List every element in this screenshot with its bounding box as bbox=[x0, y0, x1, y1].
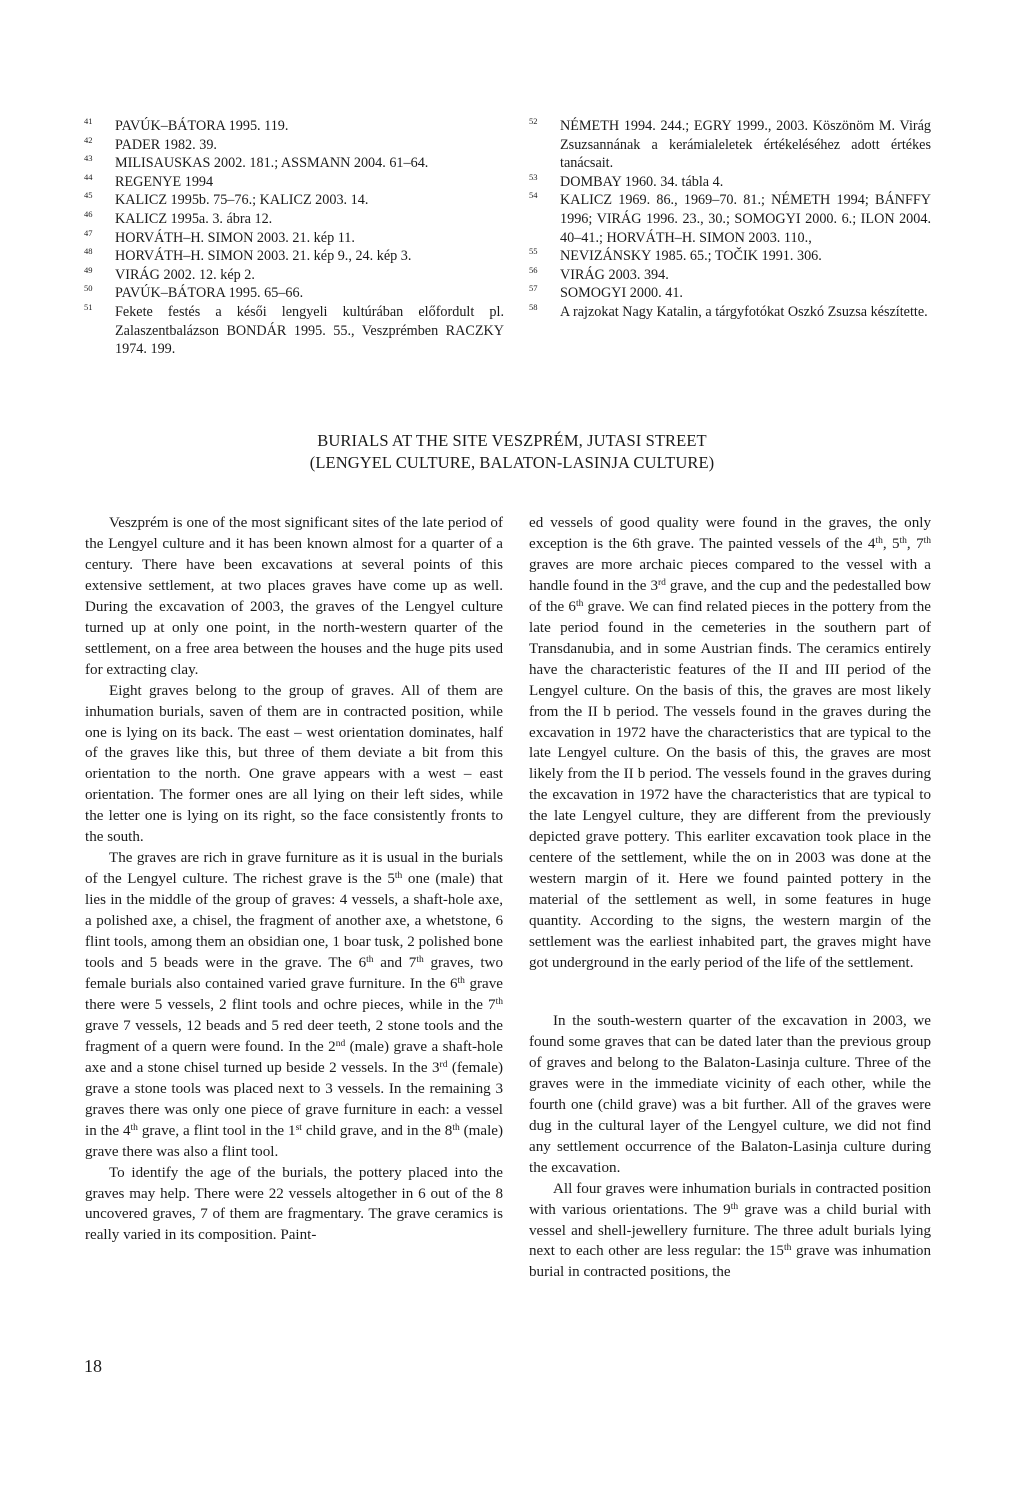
footnote-text: VIRÁG 2003. 394. bbox=[560, 266, 669, 283]
footnote bbox=[84, 117, 504, 136]
footnote-text: KALICZ 1995a. 3. ábra 12. bbox=[115, 210, 273, 227]
text-run: grave, a flint tool in the 1 bbox=[137, 1122, 296, 1139]
superscript: th bbox=[366, 955, 374, 966]
text-run: , 5 bbox=[882, 535, 900, 552]
footnote bbox=[529, 191, 931, 247]
title-line-1: BURIALS AT THE SITE VESZPRÉM, JUTASI STREET bbox=[317, 431, 707, 450]
paragraph bbox=[529, 513, 931, 974]
footnote-number: 49 bbox=[84, 264, 93, 275]
superscript: th bbox=[575, 598, 584, 609]
footnote bbox=[529, 266, 931, 285]
title-line-2: (LENGYEL CULTURE, BALATON-LASINJA CULTURE) bbox=[309, 453, 715, 472]
footnote-text: A rajzokat Nagy Katalin, a tárgyfotókat Oszkó Zsuzsa készítette. bbox=[560, 303, 928, 320]
footnote-number: 58 bbox=[529, 301, 538, 312]
footnote bbox=[84, 229, 504, 248]
text-run: (male) grave there was also a flint tool. bbox=[85, 1122, 503, 1160]
footnote bbox=[84, 210, 504, 229]
text-run: and 7 bbox=[373, 955, 417, 972]
text-run: (female) grave a stone tools was placed next to 3 vessels. In the remaining 3 graves there was only one piece of grave furniture in each: a vessel in the 4 bbox=[85, 1059, 503, 1139]
superscript: th bbox=[457, 975, 465, 986]
footnote-number: 55 bbox=[529, 246, 538, 257]
text-run: graves, two female burials also contained varied grave furniture. In the 6 bbox=[85, 955, 503, 992]
footnote-number: 54 bbox=[529, 190, 538, 201]
superscript: th bbox=[875, 535, 883, 546]
text-run: grave there were 5 vessels, 2 flint tools and ochre pieces, while in the 7 bbox=[85, 975, 503, 1013]
body-column-right bbox=[529, 513, 931, 1283]
footnote bbox=[529, 173, 931, 192]
footnote-number: 44 bbox=[84, 171, 93, 182]
footnote-number: 41 bbox=[84, 116, 93, 126]
superscript: th bbox=[899, 535, 907, 546]
superscript: th bbox=[130, 1122, 138, 1133]
text-run: graves are more archaic pieces compared to the vessel with a handle found in the 3 bbox=[529, 556, 931, 594]
superscript: rd bbox=[658, 577, 666, 588]
text-run: child grave, and in the 8 bbox=[301, 1122, 453, 1139]
superscript: th bbox=[495, 996, 503, 1007]
footnote bbox=[529, 247, 931, 266]
paragraph: In the south-western quarter of the excavation in 2003, we found some graves that can be dated later than the previous group of graves and belong to the Balaton-Lasinja culture. Three of the graves were in the immediate vicinity of each other, while the fourth one (child grave) was a bit further. All of the graves were dug in the cultural layer of the Lengyel culture, we did not find any settlement occurrence of the Balaton-Lasinja culture during the excavation. bbox=[529, 1012, 931, 1176]
footnote-number: 47 bbox=[84, 227, 93, 238]
footnote-text: NEVIZÁNSKY 1985. 65.; TOČIK 1991. 306. bbox=[560, 248, 822, 265]
text-run: The graves are rich in grave furniture as it is usual in the burials of the Lengyel culture. The richest grave is the 5 bbox=[85, 850, 503, 888]
footnote-number: 46 bbox=[84, 208, 93, 219]
superscript: th bbox=[394, 871, 403, 882]
text-run: ed vessels of good quality were found in the graves, the only exception is the 6th grave. The painted vessels of the 4 bbox=[529, 515, 931, 552]
footnote-number: 57 bbox=[529, 283, 538, 294]
text-run: one (male) that lies in the middle of the group of graves: 4 vessels, a shaft-hole axe, a polished axe, a chisel, the fragment of another axe, a whetstone, 6 flint tools, among them an obsidian one, 1 boar tusk, 2 polished bone tools and 5 beads were in the grave. The 6 bbox=[85, 871, 503, 972]
footnote-number: 48 bbox=[84, 246, 93, 257]
paragraph-gap bbox=[529, 974, 931, 1011]
paragraph: Veszprém is one of the most significant sites of the late period of the Lengyel culture and it has been known almost for a quarter of a century. There have been excavations at several points of this extensive settlement, at two places graves have come up as well. During the excavation of 2003, the graves of the Lengyel culture turned up at only one point, in the north-western quarter of the settlement, on a free area between the houses and the huge pits used for extracting clay. bbox=[85, 515, 503, 678]
text-run: grave. We can find related pieces in the pottery from the late period found in the cemeteries in the southern part of Transdanubia, and in some Austrian finds. The ceramics entirely have the characteristic features of the II and III period of the Lengyel culture. On the basis of this, the graves are most likely from the II b period. The vessels found in the graves during the excavation in 1972 have the characteristics that are typical to the late Lengyel culture. On the basis of this, the graves are most likely from the II b period. The vessels found in the graves during the excavation in 1972 have the characteristics that are typical to the late Lengyel culture, they are different from the previously depicted grave pottery. This earliter excavation took place in the centere of the settlement, while the on in 2003 was done at the western margin of it. Here we found painted pottery in the material of the settlement as well, in some features in huge quantity. According to the signs, the western margin of the settlement was the earliest inhabited part, the graves might have got underground in the early period of the life of the settlement. bbox=[529, 598, 931, 972]
text-run: grave was a child burial with vessel and shell-jewellery furniture. The three adult burials lying next to each other are less regular: the 15 bbox=[529, 1201, 931, 1260]
superscript: th bbox=[452, 1122, 460, 1133]
footnote-text: KALICZ 1969. 86., 1969–70. 81.; NÉMETH 1994; BÁNFFY 1996; VIRÁG 1996. 23., 30.; SOMOGYI 2000. 6.; ILON 2004. 40–41.; HORVÁTH–H. SIMON 2003. 110., bbox=[560, 192, 931, 246]
page-number: 18 bbox=[84, 1356, 102, 1376]
superscript: th bbox=[783, 1243, 792, 1254]
footnote bbox=[84, 266, 504, 285]
footnote-number: 52 bbox=[529, 116, 538, 126]
footnotes-right bbox=[529, 117, 931, 322]
footnote-text: PAVÚK–BÁTORA 1995. 119. bbox=[115, 118, 289, 134]
text-run: , 7 bbox=[906, 535, 924, 552]
footnote-number: 43 bbox=[84, 153, 93, 164]
footnote bbox=[84, 303, 504, 359]
footnote-text: HORVÁTH–H. SIMON 2003. 21. kép 11. bbox=[115, 229, 355, 246]
footnote-number: 53 bbox=[529, 171, 538, 182]
superscript: nd bbox=[335, 1038, 346, 1049]
superscript: rd bbox=[439, 1059, 448, 1070]
footnote bbox=[529, 284, 931, 303]
text-run: grave, and the cup and the pedestalled bow of the 6 bbox=[529, 577, 931, 615]
footnote bbox=[84, 247, 504, 266]
footnote-text: PAVÚK–BÁTORA 1995. 65–66. bbox=[115, 285, 304, 302]
footnote-text: HORVÁTH–H. SIMON 2003. 21. kép 9., 24. kép 3. bbox=[115, 248, 412, 265]
superscript: th bbox=[416, 955, 424, 966]
footnote-text: NÉMETH 1994. 244.; EGRY 1999., 2003. Köszönöm M. Virág Zsuzsannának a kerámialeletek értékeléséhez adott értékes tanácsait. bbox=[560, 118, 931, 172]
footnote-text: KALICZ 1995b. 75–76.; KALICZ 2003. 14. bbox=[115, 192, 369, 209]
paragraph: Eight graves belong to the group of graves. All of them are inhumation burials, saven of them are in contracted position, while one is lying on its back. The east – west orientation dominates, half of the graves like this, but three of them deviate a bit from this orientation to the north. One grave appears with a west – east orientation. The former ones are all lying on their left sides, while the letter one is lying on its right, so the face consistently fronts to the south. bbox=[85, 682, 503, 846]
footnote-text: SOMOGYI 2000. 41. bbox=[560, 285, 683, 302]
footnote bbox=[84, 173, 504, 192]
footnote bbox=[84, 191, 504, 210]
text-run: grave was inhumation burial in contracted positions, the bbox=[529, 1243, 931, 1281]
footnote-text: REGENYE 1994 bbox=[115, 173, 214, 190]
text-run: grave 7 vessels, 12 beads and 5 red deer teeth, 2 stone tools and the fragment of a quern were found. In the 2 bbox=[85, 1017, 503, 1055]
footnote-number: 51 bbox=[84, 301, 93, 312]
text-run: (male) grave a shaft-hole axe and a stone chisel turned up beside 2 vessels. In the 3 bbox=[85, 1038, 503, 1076]
footnote-text: PADER 1982. 39. bbox=[115, 136, 217, 153]
paragraph: To identify the age of the burials, the pottery placed into the graves may help. There were 22 vessels altogether in 6 out of the 8 uncovered graves, 7 of them are fragmentary. The grave ceramics is really varied in its composition. Paint- bbox=[85, 1164, 503, 1244]
footnote-text: DOMBAY 1960. 34. tábla 4. bbox=[560, 173, 724, 190]
paragraph bbox=[85, 848, 503, 1162]
footnote bbox=[84, 154, 504, 173]
footnote-number: 50 bbox=[84, 283, 93, 294]
footnote bbox=[529, 303, 931, 322]
footnote-text: Fekete festés a késői lengyeli kultúrában előfordult pl. Zalaszentbalázson BONDÁR 1995. 55., Veszprémben RACZKY 1974. 199. bbox=[115, 303, 504, 358]
footnote bbox=[84, 284, 504, 303]
superscript: th bbox=[730, 1201, 739, 1212]
body-column-left bbox=[85, 513, 503, 1246]
footnote-text: MILISAUSKAS 2002. 181.; ASSMANN 2004. 61–64. bbox=[115, 155, 429, 172]
article-title bbox=[0, 430, 1024, 474]
text-run: All four graves were inhumation burials in contracted position with various orientations. The 9 bbox=[529, 1180, 931, 1218]
paragraph bbox=[529, 1179, 931, 1284]
footnotes-left bbox=[84, 117, 504, 359]
footnote-text: VIRÁG 2002. 12. kép 2. bbox=[115, 266, 255, 283]
footnote bbox=[529, 117, 931, 173]
footnote-number: 56 bbox=[529, 264, 538, 275]
footnote-number: 45 bbox=[84, 190, 93, 201]
footnote-number: 42 bbox=[84, 134, 93, 145]
footnote bbox=[84, 136, 504, 155]
superscript: st bbox=[295, 1122, 302, 1133]
superscript: th bbox=[923, 535, 932, 546]
